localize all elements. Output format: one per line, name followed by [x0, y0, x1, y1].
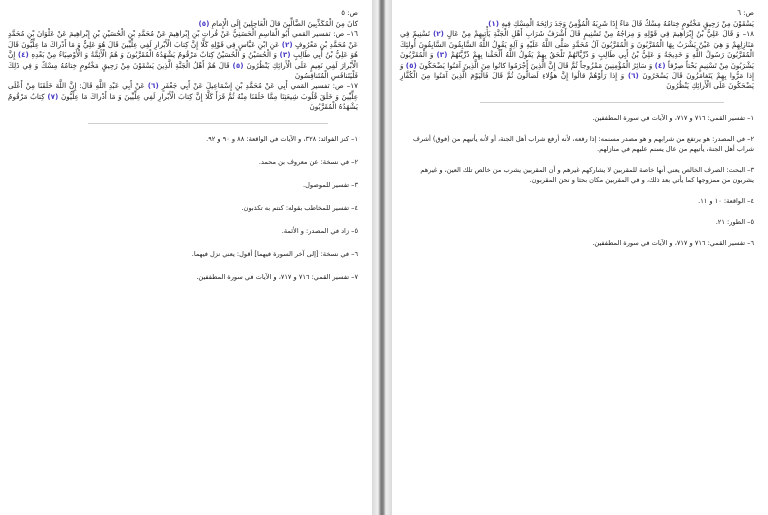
footnote: ٦– تفسير القمي: ٧١٦ و ٧١٧، و الآيات في سورة المطففين. [592, 238, 754, 247]
footnote-reference[interactable]: (٣) [279, 50, 291, 60]
footnote: ٧– تفسير القمي: ٧١٦ و ٧١٧، و الآيات في سورة المطففين. [196, 272, 358, 281]
footnote: ٣– تفسير للموصول. [302, 180, 358, 189]
footnote-reference[interactable]: (٣) [436, 50, 448, 60]
page-number: ص: ٥ [341, 9, 358, 17]
footnote: ٤– تفسير للمخاطب بقوله: كنتم به تكذبون. [241, 203, 358, 212]
footnote-reference[interactable]: (٥) [232, 60, 244, 70]
footnote: ١– كنز الفوائد: ٣٢٨، و الآيات في الواقعة: ٨٨ و ٩٠ و ٩٢. [206, 134, 358, 143]
paragraph: كانَ مِنَ الْمُكَذِّبِينَ الضَّالِّينَ قالَ الْعَاجِلِينَ إِلَى الْإِمامِ (٥) [198, 19, 358, 28]
paragraph: ١٦– ص: تفسير القمي أَبُو الْقاسِمِ الْحَسَنِيُّ عَنْ فُراتِ بْنِ إِبْراهِيمَ عَنْ مُحَمَّدِ بْنِ الْحُسَيْنِ بْنِ إِبْراهِيمَ عَنْ عَلْوَانَ بْنِ مُحَمَّدٍ عَنْ مُحَمَّدِ بْنِ مَعْرُوفٍ (٢) عَنِ ابْنِ عَبَّاسٍ فِي قَوْلِهِ كَلَّا إِنَّ كِتابَ الْأَبْرارِ لَفِي عِلِّيِّينَ قَالَ هُوَ عَلِيٌّ وَ مَا أَدْراكَ مَا عِلِّيُّونَ قَالَ هُوَ عَلِيُّ بْنُ أَبِي طَالِبٍ (٣) وَ الْحُسَيْنُ وَ الْحُسَيْنُ كِتابٌ مَرْقُومٌ يَشْهَدُهُ الْمُقَرَّبُونَ وَ هُمُ الْأَئِمَّةُ وَ الْأَوْصِيَاءُ مِنْ بَعْدِهِ (٤) إِنَّ الْأَبْرارَ لَفِي نَعِيمٍ عَلَى الْأَرائِكِ يَنْظُرُونَ (٥) قَالَ هُمْ أَهْلُ الْجَنَّةِ الَّذِينَ يَسْقَوْنَ مِنْ رَحِيقٍ مَخْتُومٍ خِتامُهُ مِسْكٌ وَ فِي ذَلِكَ فَلْيَتَنافَسِ الْمُتَنافِسُونَ [8, 29, 358, 81]
footnote-reference[interactable]: (٢) [432, 29, 444, 39]
footnote: ٦– في نسخة: [إلى آخر السورة فيهما] أقول: يعني نزل فيهما. [191, 249, 358, 258]
paragraph: يَسْقَوْنَ مِنْ رَحِيقٍ مَخْتُومٍ خِتامُهُ مِسْكٌ قَالَ مَاءٌ إِذَا شَرِبَهُ الْمُؤْمِنُ وَجَدَ رَائِحَةَ الْمِسْكِ فِيهِ (١) [488, 19, 754, 28]
footnote-reference[interactable]: (١) [488, 19, 500, 28]
footnote-divider [88, 123, 328, 124]
right-page [392, 0, 768, 515]
footnote: ٣– البحت: الصرف الخالص يعني أنها خاصة للمقربين لا يشاركهم غيرهم و أن المقربين يشرب من خالص تلك العين، و غيرهم يشربون من ممزوجها كما يأتي بعد ذلك، و في المقربين مكان بحثا و نحن المقربون. [420, 165, 754, 184]
footnote-reference[interactable]: (٤) [654, 60, 666, 70]
main-text [8, 19, 358, 113]
footnote: ١– تفسير القمي: ٧١٦ و ٧١٧، و الآيات في سورة المطففين. [592, 113, 754, 122]
footnote: ٥– زاد في المصدر: و الأئمة. [281, 226, 358, 235]
page-number: ص: ٦ [737, 9, 754, 17]
paragraph: ١٨– وَ قَالَ عَلِيُّ بْنُ إِبْرَاهِيمَ فِي قَوْلِهِ وَ مِزاجُهُ مِنْ تَسْنِيمٍ قَالَ أَشْرَفُ شَرَابِ أَهْلِ الْجَنَّةِ يَأْتِيهِمْ مِنْ عَالٍ (٢) تَسْنِيمٌ فِي مَنَازِلِهِمْ وَ هِيَ عَيْنٌ يَشْرَبُ بِهَا الْمُقَرَّبُونَ وَ الْمُقَرَّبُونَ آلُ مُحَمَّدٍ صَلَّى اللَّهُ عَلَيْهِ وَ آلِهِ يَقُولُ اللَّهُ السَّابِقُونَ السَّابِقُونَ أُولئِكَ الْمُقَرَّبُونَ رَسُولُ اللَّهِ وَ خَدِيجَةُ وَ عَلِيُّ بْنُ أَبِي طَالِبٍ وَ ذُرِّيَّاتُهُمْ تَلْحَقُ بِهِمْ يَقُولُ اللَّهُ أَلْحَقْنا بِهِمْ ذُرِّيَّتَهُمْ (٣) وَ الْمُقَرَّبُونَ يَشْرَبُونَ مِنْ تَسْنِيمٍ بَحْتاً صِرْفاً (٤) وَ سَائِرُ الْمُؤْمِنِينَ مَمْزُوجاً ثُمَّ قَالَ إِنَّ الَّذِينَ أَجْرَمُوا كانُوا مِنَ الَّذِينَ آمَنُوا يَضْحَكُونَ (٥) وَ إِذا مَرُّوا بِهِمْ يَتَغامَزُونَ قَالَ يَسْخَرُونَ (٦) وَ إِذا رَأَوْهُمْ قالُوا إِنَّ هؤُلاءِ لَضالُّونَ ثُمَّ قَالَ فَالْيَوْمَ الَّذِينَ آمَنُوا مِنَ الْكُفَّارِ يَضْحَكُونَ عَلَى الْأَرائِكِ يَنْظُرُونَ [400, 29, 754, 91]
footnote: ٢– في المصدر: هو يرتفع من شرابهم و هو مصدر مسنمه: إذا رفعه، لأنه أرفع شراب أهل الجنة، أو لأنه يأتيهم من (فوق) أشرف شراب أهل الجنة، يأتيهم من عال يسنم عليهم في منازلهم. [412, 134, 754, 153]
footnotes [8, 134, 358, 282]
footnote: ٥– الطور: ٢١. [715, 217, 754, 226]
paragraph: ١٧– ص: تفسير القمي أَبِي عَنْ مُحَمَّدِ بْنِ إِسْمَاعِيلَ عَنْ أَبِي جَعْفَرٍ (٦) عَنْ أَبِي عَبْدِ اللَّهِ قَالَ: إِنَّ اللَّهَ خَلَقَنَا مِنْ أَعْلَى عِلِّيِّينَ وَ خَلَقَ قُلُوبَ شِيعَتِنَا مِمَّا خَلَقَنَا مِنْهُ ثُمَّ قَرَأَ كَلَّا إِنَّ كِتابَ الْأَبْرارِ لَفِي عِلِّيِّينَ وَ مَا أَدْراكَ مَا عِلِّيُّونَ (٧) كِتابٌ مَرْقُومٌ يَشْهَدُهُ الْمُقَرَّبُونَ [8, 81, 359, 112]
footnote-reference[interactable]: (٤) [17, 50, 29, 60]
footnote: ٤– الواقعة: ١٠ و ١١. [698, 196, 754, 205]
left-page [0, 0, 372, 515]
page-gutter [372, 0, 392, 515]
footnote-reference[interactable]: (٢) [281, 39, 293, 49]
footnote-reference[interactable]: (٦) [147, 81, 159, 91]
footnote-divider [480, 102, 724, 103]
main-text [400, 19, 754, 92]
footnote-reference[interactable]: (٥) [198, 19, 210, 28]
footnote-reference[interactable]: (٥) [405, 60, 417, 70]
footnote: ٢– في نسخة: عن معروف بن محمد. [258, 157, 358, 166]
footnotes [400, 113, 754, 248]
footnote-reference[interactable]: (٦) [627, 71, 639, 81]
footnote-reference[interactable]: (٧) [47, 91, 59, 101]
